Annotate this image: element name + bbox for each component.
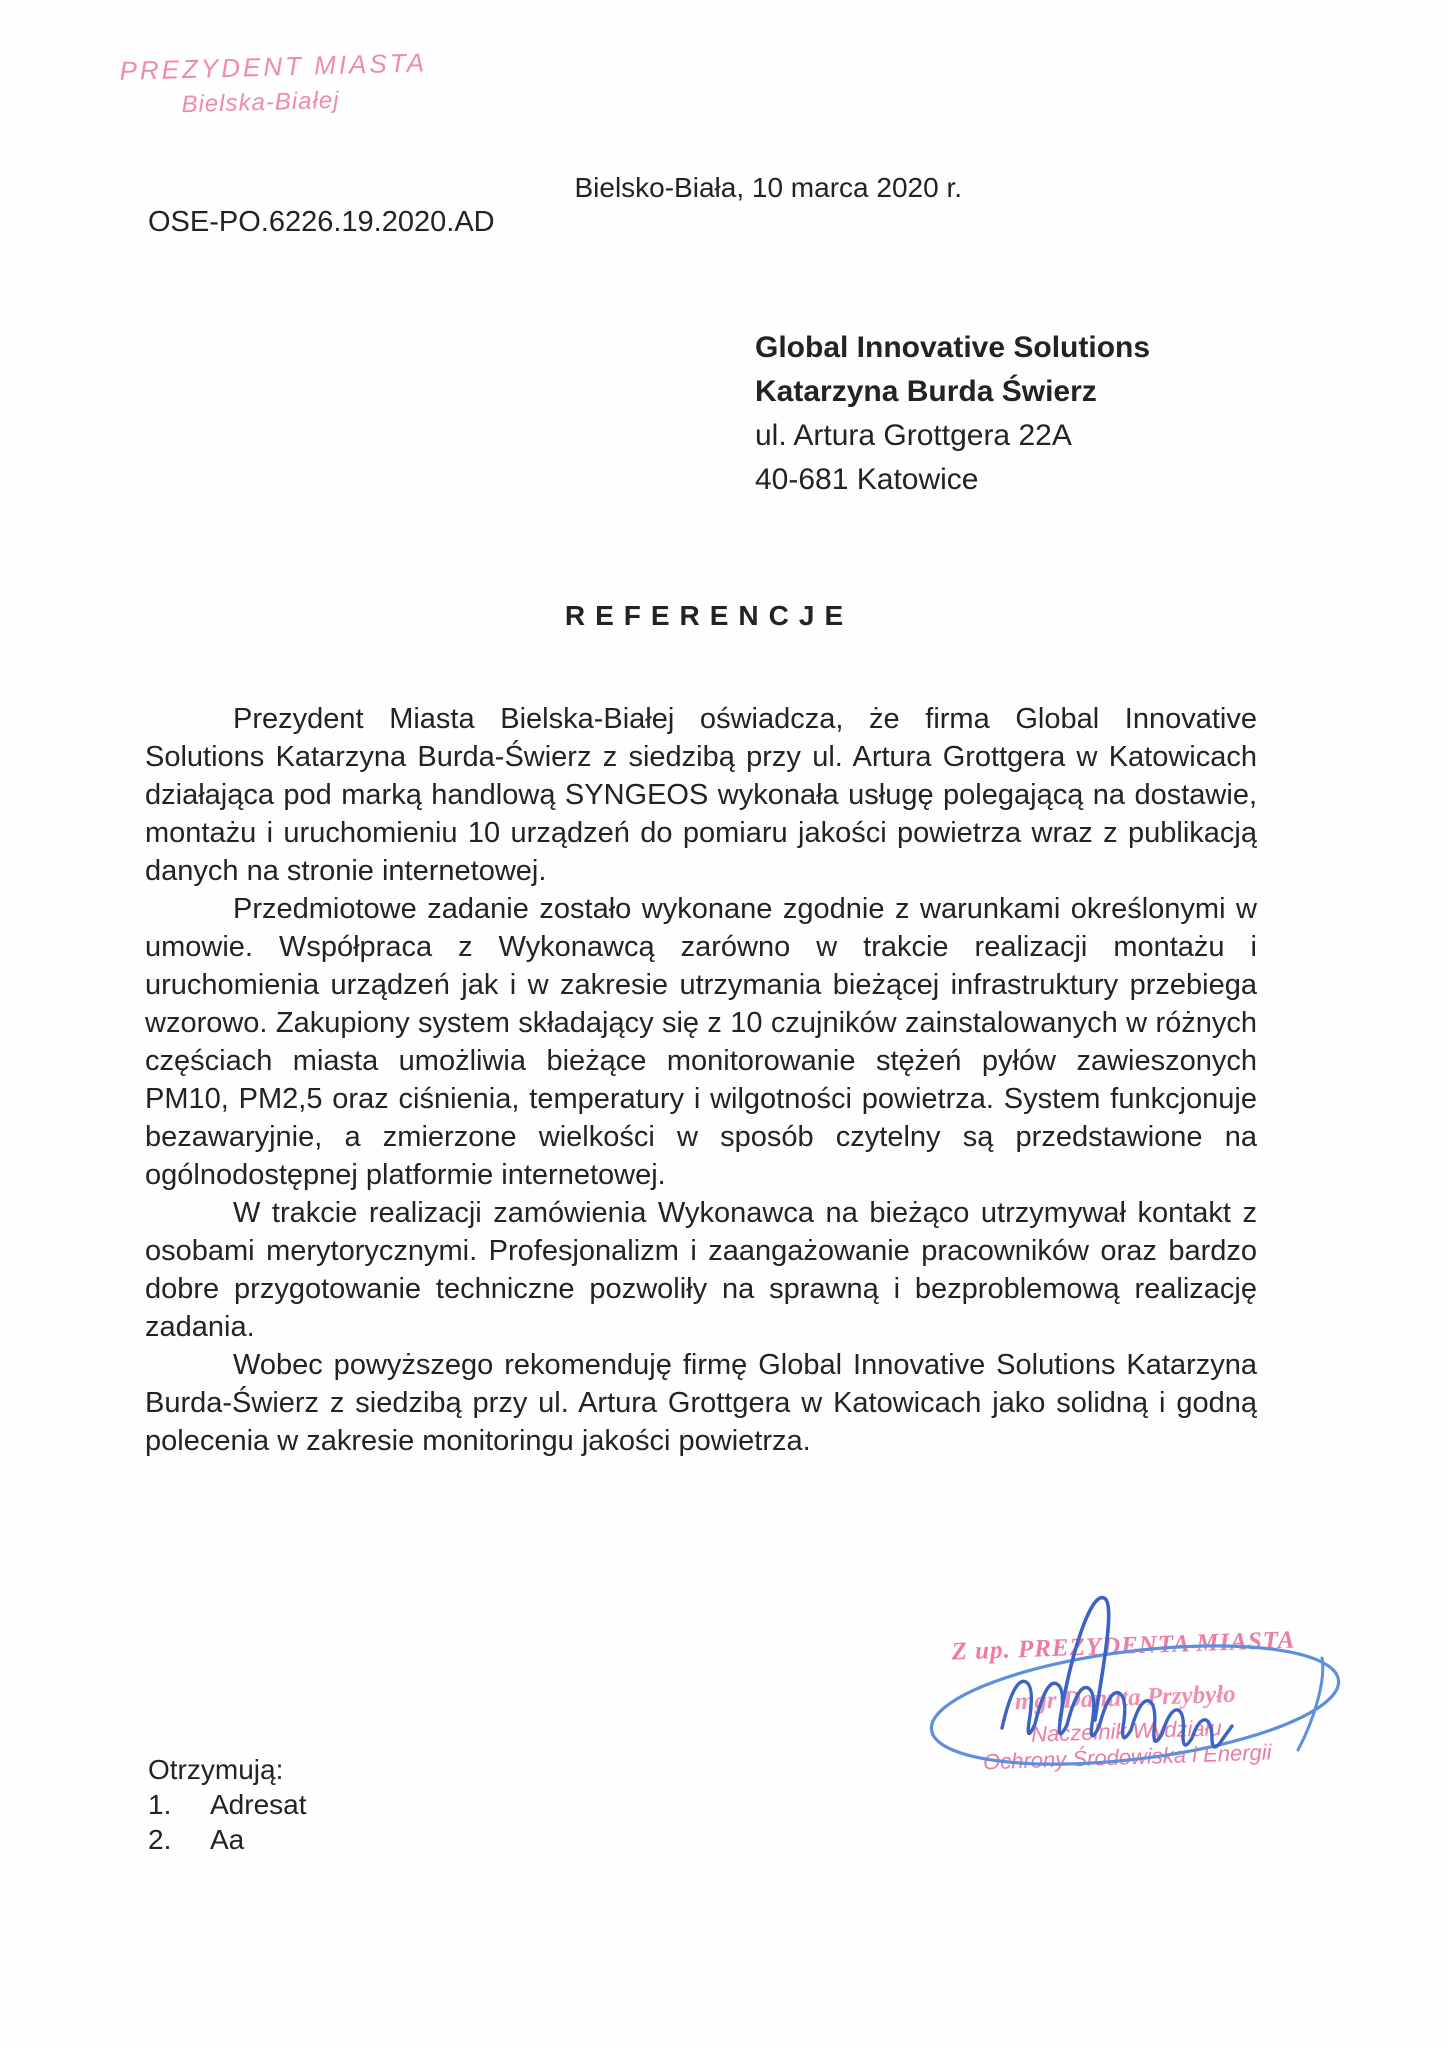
distribution-item-text: Adresat <box>210 1789 307 1820</box>
paragraph-2: Przedmiotowe zadanie zostało wykonane zgodnie z warunkami określonymi w umowie. Współpraca z Wykonawcą zarówno w trakcie realizacji montażu i uruchomienia urządzeń jak i w zakresie utrzymania bieżącej infrastruktury przebiega wzorowo. Zakupiony system składający się z 10 czujników zainstalowanych w różnych częściach miasta umożliwia bieżące monitorowanie stężeń pyłów zawieszonych PM10, PM2,5 oraz ciśnienia, temperatury i wilgotności powietrza. System funkcjonuje bezawaryjnie, a zmierzone wielkości w sposób czytelny są przedstawione na ogólnodostępnej platformie internetowej. <box>145 893 1257 1191</box>
signature-area <box>915 1580 1365 1800</box>
recipient-block <box>755 326 1150 502</box>
distribution-item <box>148 1822 307 1857</box>
paragraph-3: W trakcie realizacji zamówienia Wykonawca na bieżąco utrzymywał kontakt z osobami merytorycznymi. Profesjonalizm i zaangażowanie pracowników oraz bardzo dobre przygotowanie techniczne pozwoliły na sprawną i bezproblemową realizację zadania. <box>145 1197 1257 1343</box>
distribution-item <box>148 1787 307 1822</box>
distribution-list <box>148 1752 307 1857</box>
distribution-item-text: Aa <box>210 1824 245 1855</box>
distribution-item-number: 2. <box>148 1824 172 1855</box>
reference-number: OSE-PO.6226.19.2020.AD <box>148 206 495 238</box>
signature-stamp-name: mgr Danuta Przybyło <box>1014 1680 1237 1716</box>
paragraph-4: Wobec powyższego rekomenduję firmę Global Innovative Solutions Katarzyna Burda-Świerz z siedzibą przy ul. Artura Grottgera w Katowicach jako solidną i godną polecenia w zakresie monitoringu jakości powietrza. <box>145 1349 1257 1457</box>
signature-stamp-authority: Z up. PREZYDENTA MIASTA <box>951 1626 1296 1666</box>
handwritten-signature <box>910 1580 1360 1800</box>
recipient-street: ul. Artura Grottgera 22A <box>755 419 1072 452</box>
distribution-label: Otrzymują: <box>148 1754 284 1785</box>
signature-stamp-position-2: Ochrony Środowiska i Energii <box>982 1739 1272 1775</box>
date-line: Bielsko-Biała, 10 marca 2020 r. <box>574 172 962 203</box>
sender-stamp <box>119 47 428 121</box>
distribution-item-number: 1. <box>148 1789 172 1820</box>
recipient-company: Global Innovative Solutions <box>755 331 1151 364</box>
document-title: REFERENCJE <box>564 600 854 631</box>
recipient-city: 40-681 Katowice <box>755 463 979 496</box>
signature-stamp-position-1: Naczelnik Wydziału <box>1030 1715 1223 1747</box>
paragraph-1: Prezydent Miasta Bielska-Białej oświadcza, że firma Global Innovative Solutions Katarzyna Burda-Świerz z siedzibą przy ul. Artura Grottgera w Katowicach działająca pod marką handlową SYNGEOS wykonała usługę polegającą na dostawie, montażu i uruchomieniu 10 urządzeń do pomiaru jakości powietrza wraz z publikacją danych na stronie internetowej. <box>145 703 1257 887</box>
letter-body <box>145 700 1257 1460</box>
sender-stamp-city: Bielska-Białej <box>181 86 340 119</box>
recipient-name: Katarzyna Burda Świerz <box>755 375 1097 408</box>
sender-stamp-title: PREZYDENT MIASTA <box>119 47 428 86</box>
